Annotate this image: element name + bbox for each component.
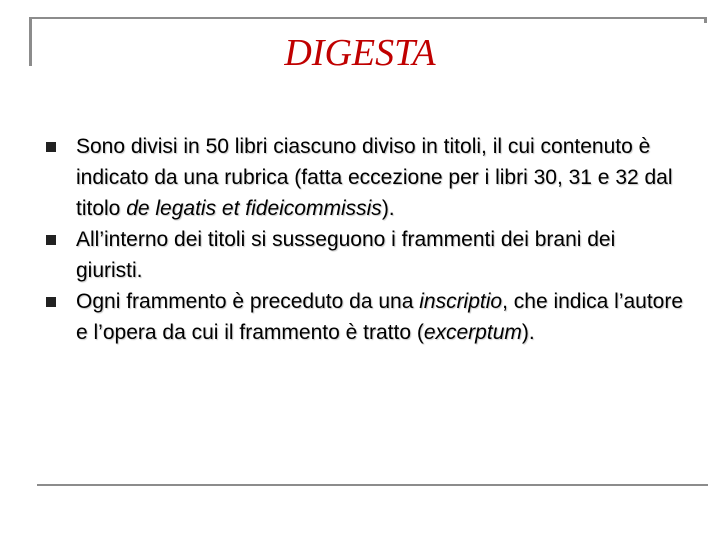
square-bullet-icon — [46, 235, 56, 245]
square-bullet-icon — [46, 297, 56, 307]
bullet-item-3 — [46, 286, 686, 348]
bullet-1-text-c: ). — [381, 197, 395, 220]
square-bullet-icon — [46, 142, 56, 152]
bullet-3-text-a: Ogni frammento è preceduto da una — [76, 290, 420, 313]
slide-title: DIGESTA — [284, 32, 436, 74]
bullet-3-text-b: inscriptio — [419, 290, 503, 313]
bullet-1-text-a: Sono divisi in 50 libri ciascuno diviso in titoli, il cui contenuto è indicato da una rubrica (fatta eccezione per i libri 30, 31 e 32 dal titolo — [76, 135, 673, 220]
frame-bottom-line — [37, 484, 708, 486]
bullet-2-text-a: All’interno dei titoli si susseguono i frammenti dei brani dei giuristi. — [76, 228, 616, 282]
bullet-3-text-e: ). — [521, 321, 535, 344]
frame-top-line — [30, 17, 707, 19]
bullet-item-1 — [46, 131, 686, 224]
frame-right-tick — [704, 17, 707, 23]
bullet-3-text-c: , che indica l’autore e l’opera da cui il frammento è tratto ( — [76, 290, 684, 344]
bullet-1-text-b: de legatis et fideicommissis — [126, 197, 382, 220]
bullet-list — [46, 131, 686, 348]
bullet-item-2 — [46, 224, 686, 286]
bullet-3-text-d: excerptum — [423, 321, 522, 344]
